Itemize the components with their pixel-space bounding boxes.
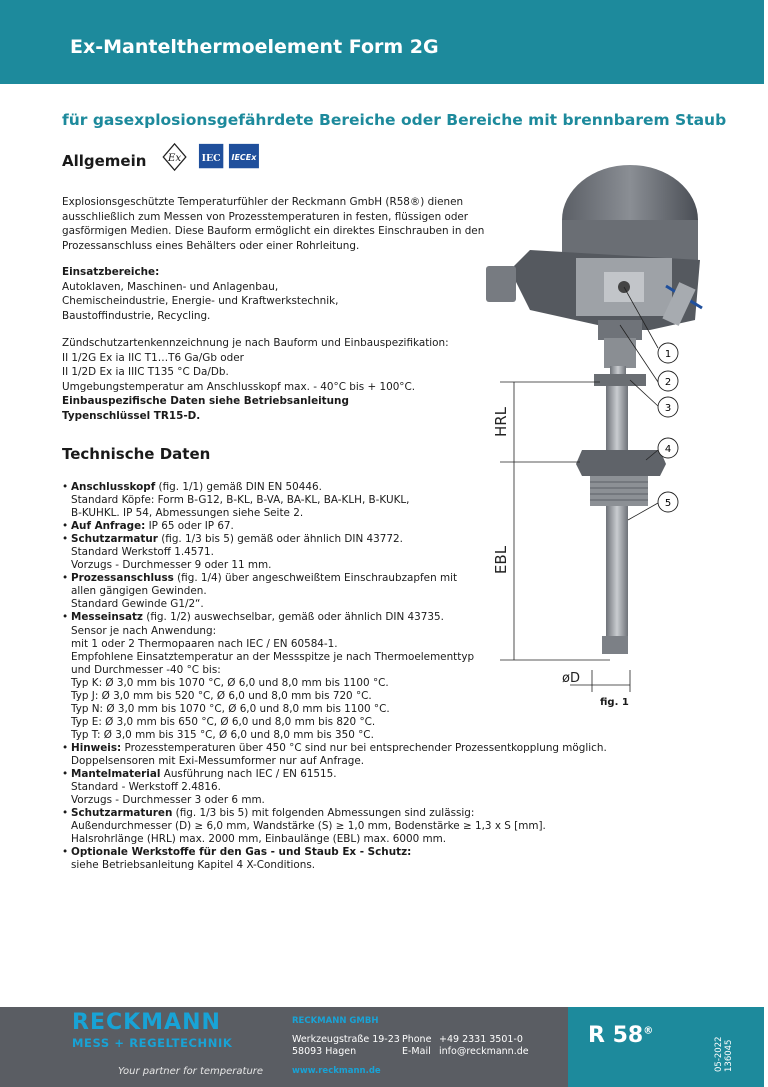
intro-text: Explosionsgeschützte Temperaturfühler der Reckmann GmbH (R58®) dienen ausschließlich zum Messen von Prozesstemperaturen in festen, flüssigen oder gasförmigen Medien. Diese Bauform ermöglicht ein direktes Einschrauben in den Prozessanschluss eines Behälters oder einer Rohrleitung.	[62, 196, 485, 252]
tech-item: • Auf Anfrage: IP 65 oder IP 67.	[62, 520, 607, 533]
tech-item: • Mantelmaterial Ausführung nach IEC / EN 61515.	[62, 768, 607, 781]
atex-ex-icon	[163, 144, 186, 170]
tech-item: • Optionale Werkstoffe für den Gas - und Staub Ex - Schutz:	[62, 846, 607, 859]
website-link[interactable]: www.reckmann.de	[292, 1066, 381, 1076]
einsatzbereiche: Einsatzbereiche: Autoklaven, Maschinen- und Anlagenbau, Chemischeindustrie, Energie- und Kraftwerkstechnik, Baustoffindustrie, Recycling.	[62, 266, 339, 322]
svg-text:1: 1	[664, 349, 672, 360]
dim-ebl-label: EBL	[492, 545, 510, 575]
zuendschutz-text: Zündschutzartenkennzeichnung je nach Bauform und Einbauspezifikation: II 1/2G Ex ia IIC T1…T6 Ga/Gb oder II 1/2D Ex ia IIIC T135 °C Da/Db. Umgebungstemperatur am Anschlusskopf max. - 40°C bis + 100°C. Einbauspezifische Daten siehe Betriebsanleitung Typenschlüssel TR15-D.	[62, 337, 449, 422]
tech-item: • Anschlusskopf (fig. 1/1) gemäß DIN EN 50446.	[62, 481, 607, 494]
phone-number: +49 2331 3501-0	[439, 1034, 523, 1045]
tech-item-line: Standard - Werkstoff 2.4816.	[71, 781, 221, 794]
tech-item-line: Standard Gewinde G1/2“.	[71, 598, 204, 611]
dim-hrl-label: HRL	[492, 406, 510, 438]
tech-item-line: Empfohlene Einsatztemperatur an der Messspitze je nach Thermoelementtyp	[71, 650, 475, 663]
tech-item-line: Standard Köpfe: Form B-G12, B-KL, B-VA, BA-KL, BA-KLH, B-KUKL,	[71, 494, 410, 507]
callout-circles	[658, 343, 678, 512]
iec-logo-icon	[199, 144, 223, 168]
dim-d-label: øD	[562, 671, 580, 686]
email-link[interactable]: info@reckmann.de	[439, 1046, 529, 1057]
tech-item-line: Vorzugs - Durchmesser 3 oder 6 mm.	[71, 794, 265, 807]
tech-item-line: B-KUHKL. IP 54, Abmessungen siehe Seite 2.	[71, 507, 304, 520]
section-heading-allgemein: Allgemein	[62, 152, 147, 170]
figure-caption: fig. 1	[600, 697, 629, 708]
tech-item-line: und Durchmesser -40 °C bis:	[71, 663, 221, 676]
svg-text:4: 4	[664, 444, 672, 455]
tech-item-line: Vorzugs - Durchmesser 9 oder 11 mm.	[71, 559, 272, 572]
document-code	[712, 1016, 736, 1076]
brand-tagline: Your partner for temperature	[118, 1066, 264, 1077]
phone-label: Phone	[402, 1034, 432, 1045]
svg-text:5: 5	[664, 498, 672, 509]
svg-text:136045: 136045	[724, 1039, 734, 1072]
tech-item-line: Standard Werkstoff 1.4571.	[71, 546, 214, 559]
tech-item: • Schutzarmaturen (fig. 1/3 bis 5) mit folgenden Abmessungen sind zulässig:	[62, 807, 607, 820]
page-title: Ex-Mantelthermoelement Form 2G	[70, 36, 439, 58]
tech-item-line: Außendurchmesser (D) ≥ 6,0 mm, Wandstärke (S) ≥ 1,0 mm, Bodenstärke ≥ 1,3 x S [mm].	[71, 820, 546, 833]
tech-item-line: Halsrohrlänge (HRL) max. 2000 mm, Einbaulänge (EBL) max. 6000 mm.	[71, 833, 447, 846]
tech-item-line: Doppelsensoren mit Exi-Messumformer nur auf Anfrage.	[71, 754, 365, 767]
tech-item-line: Typ K: Ø 3,0 mm bis 1070 °C, Ø 6,0 und 8,0 mm bis 1100 °C.	[71, 676, 389, 689]
svg-text:3: 3	[664, 403, 672, 414]
svg-text:IECEx: IECEx	[231, 152, 257, 162]
svg-text:2: 2	[664, 377, 672, 388]
product-code: R 58®	[588, 1023, 654, 1048]
certification-logos	[158, 142, 268, 172]
tech-item: • Prozessanschluss (fig. 1/4) über angeschweißtem Einschraubzapfen mit	[62, 572, 607, 585]
svg-text:05-2022: 05-2022	[714, 1036, 724, 1072]
thermocouple-drawing	[470, 160, 710, 720]
brand-name: RECKMANN	[72, 1010, 221, 1035]
svg-text:Ex: Ex	[167, 151, 182, 164]
tech-item-line: Typ E: Ø 3,0 mm bis 650 °C, Ø 6,0 und 8,0 mm bis 820 °C.	[71, 715, 376, 728]
sheath-tube-icon	[576, 320, 666, 654]
tech-item-line: Typ T: Ø 3,0 mm bis 315 °C, Ø 6,0 und 8,0 mm bis 350 °C.	[71, 728, 374, 741]
email-label: E-Mail	[402, 1046, 431, 1057]
section-heading-technische-daten: Technische Daten	[62, 445, 211, 463]
tech-item-line: mit 1 oder 2 Thermopaaren nach IEC / EN 60584-1.	[71, 637, 338, 650]
svg-text:IEC: IEC	[201, 152, 221, 164]
iecex-logo-icon	[229, 144, 259, 168]
tech-item-line: Typ N: Ø 3,0 mm bis 1070 °C, Ø 6,0 und 8,0 mm bis 1100 °C.	[71, 702, 390, 715]
page-subtitle: für gasexplosionsgefährdete Bereiche oder Bereiche mit brennbarem Staub	[62, 111, 727, 129]
tech-item: • Hinweis: Prozesstemperaturen über 450 °C sind nur bei entsprechender Prozessentkopplung möglich.	[62, 742, 607, 755]
connection-head-icon	[486, 165, 702, 330]
tech-item-line: Sensor je nach Anwendung:	[71, 624, 217, 637]
tech-item-line: siehe Betriebsanleitung Kapitel 4 X-Conditions.	[71, 859, 316, 872]
company-name: RECKMANN GMBH	[292, 1016, 379, 1026]
tech-item-line: Typ J: Ø 3,0 mm bis 520 °C, Ø 6,0 und 8,0 mm bis 720 °C.	[71, 689, 372, 702]
page-header	[0, 0, 764, 84]
company-address: Werkzeugstraße 19-23 58093 Hagen	[292, 1034, 400, 1057]
tech-item-line: allen gängigen Gewinden.	[71, 585, 207, 598]
company-contact	[402, 1034, 529, 1058]
tech-item: • Schutzarmatur (fig. 1/3 bis 5) gemäß oder ähnlich DIN 43772.	[62, 533, 607, 546]
brand-subtitle: MESS + REGELTECHNIK	[72, 1036, 233, 1050]
tech-item: • Messeinsatz (fig. 1/2) auswechselbar, gemäß oder ähnlich DIN 43735.	[62, 611, 607, 624]
